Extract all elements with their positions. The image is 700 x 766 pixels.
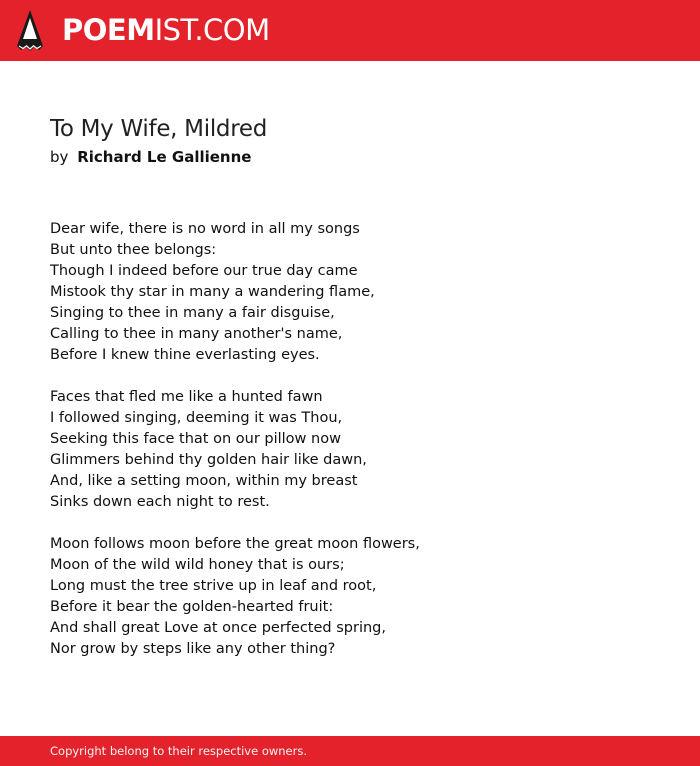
poem-line: Before I knew thine everlasting eyes. bbox=[50, 347, 320, 363]
site-header bbox=[0, 0, 700, 61]
stanza bbox=[50, 387, 650, 513]
author-name[interactable]: Richard Le Gallienne bbox=[77, 148, 252, 166]
site-logo-text[interactable] bbox=[62, 12, 270, 48]
poem-line: Glimmers behind thy golden hair like dawn, bbox=[50, 452, 367, 468]
site-footer bbox=[0, 736, 700, 766]
stanza bbox=[50, 534, 650, 660]
poem-line: Calling to thee in many another's name, bbox=[50, 326, 343, 342]
poem-line: Long must the tree strive up in leaf and root, bbox=[50, 578, 377, 594]
brand-bold-text: POEM bbox=[62, 13, 155, 47]
poem-line: I followed singing, deeming it was Thou, bbox=[50, 410, 343, 426]
poem-line: Nor grow by steps like any other thing? bbox=[50, 641, 336, 657]
poem-line: Sinks down each night to rest. bbox=[50, 494, 270, 510]
poem-body bbox=[50, 219, 650, 681]
poem-line: And shall great Love at once perfected spring, bbox=[50, 620, 386, 636]
poem-line: Dear wife, there is no word in all my songs bbox=[50, 221, 360, 237]
byline bbox=[50, 148, 251, 166]
stanza bbox=[50, 219, 650, 366]
brand-light-text: IST.COM bbox=[154, 13, 270, 47]
poem-title: To My Wife, Mildred bbox=[50, 116, 268, 142]
poem-line: And, like a setting moon, within my breast bbox=[50, 473, 358, 489]
poem-line: Though I indeed before our true day came bbox=[50, 263, 358, 279]
poem-line: Faces that fled me like a hunted fawn bbox=[50, 389, 323, 405]
poem-line: Before it bear the golden-hearted fruit: bbox=[50, 599, 334, 615]
poem-line: Moon of the wild wild honey that is ours; bbox=[50, 557, 345, 573]
poem-line: But unto thee belongs: bbox=[50, 242, 217, 258]
poem-line: Singing to thee in many a fair disguise, bbox=[50, 305, 335, 321]
copyright-text: Copyright belong to their respective owners. bbox=[50, 744, 308, 758]
poem-line: Mistook thy star in many a wandering flame, bbox=[50, 284, 375, 300]
poem-line: Seeking this face that on our pillow now bbox=[50, 431, 341, 447]
pencil-icon[interactable] bbox=[17, 10, 43, 52]
by-label: by bbox=[50, 148, 69, 166]
poem-line: Moon follows moon before the great moon flowers, bbox=[50, 536, 420, 552]
